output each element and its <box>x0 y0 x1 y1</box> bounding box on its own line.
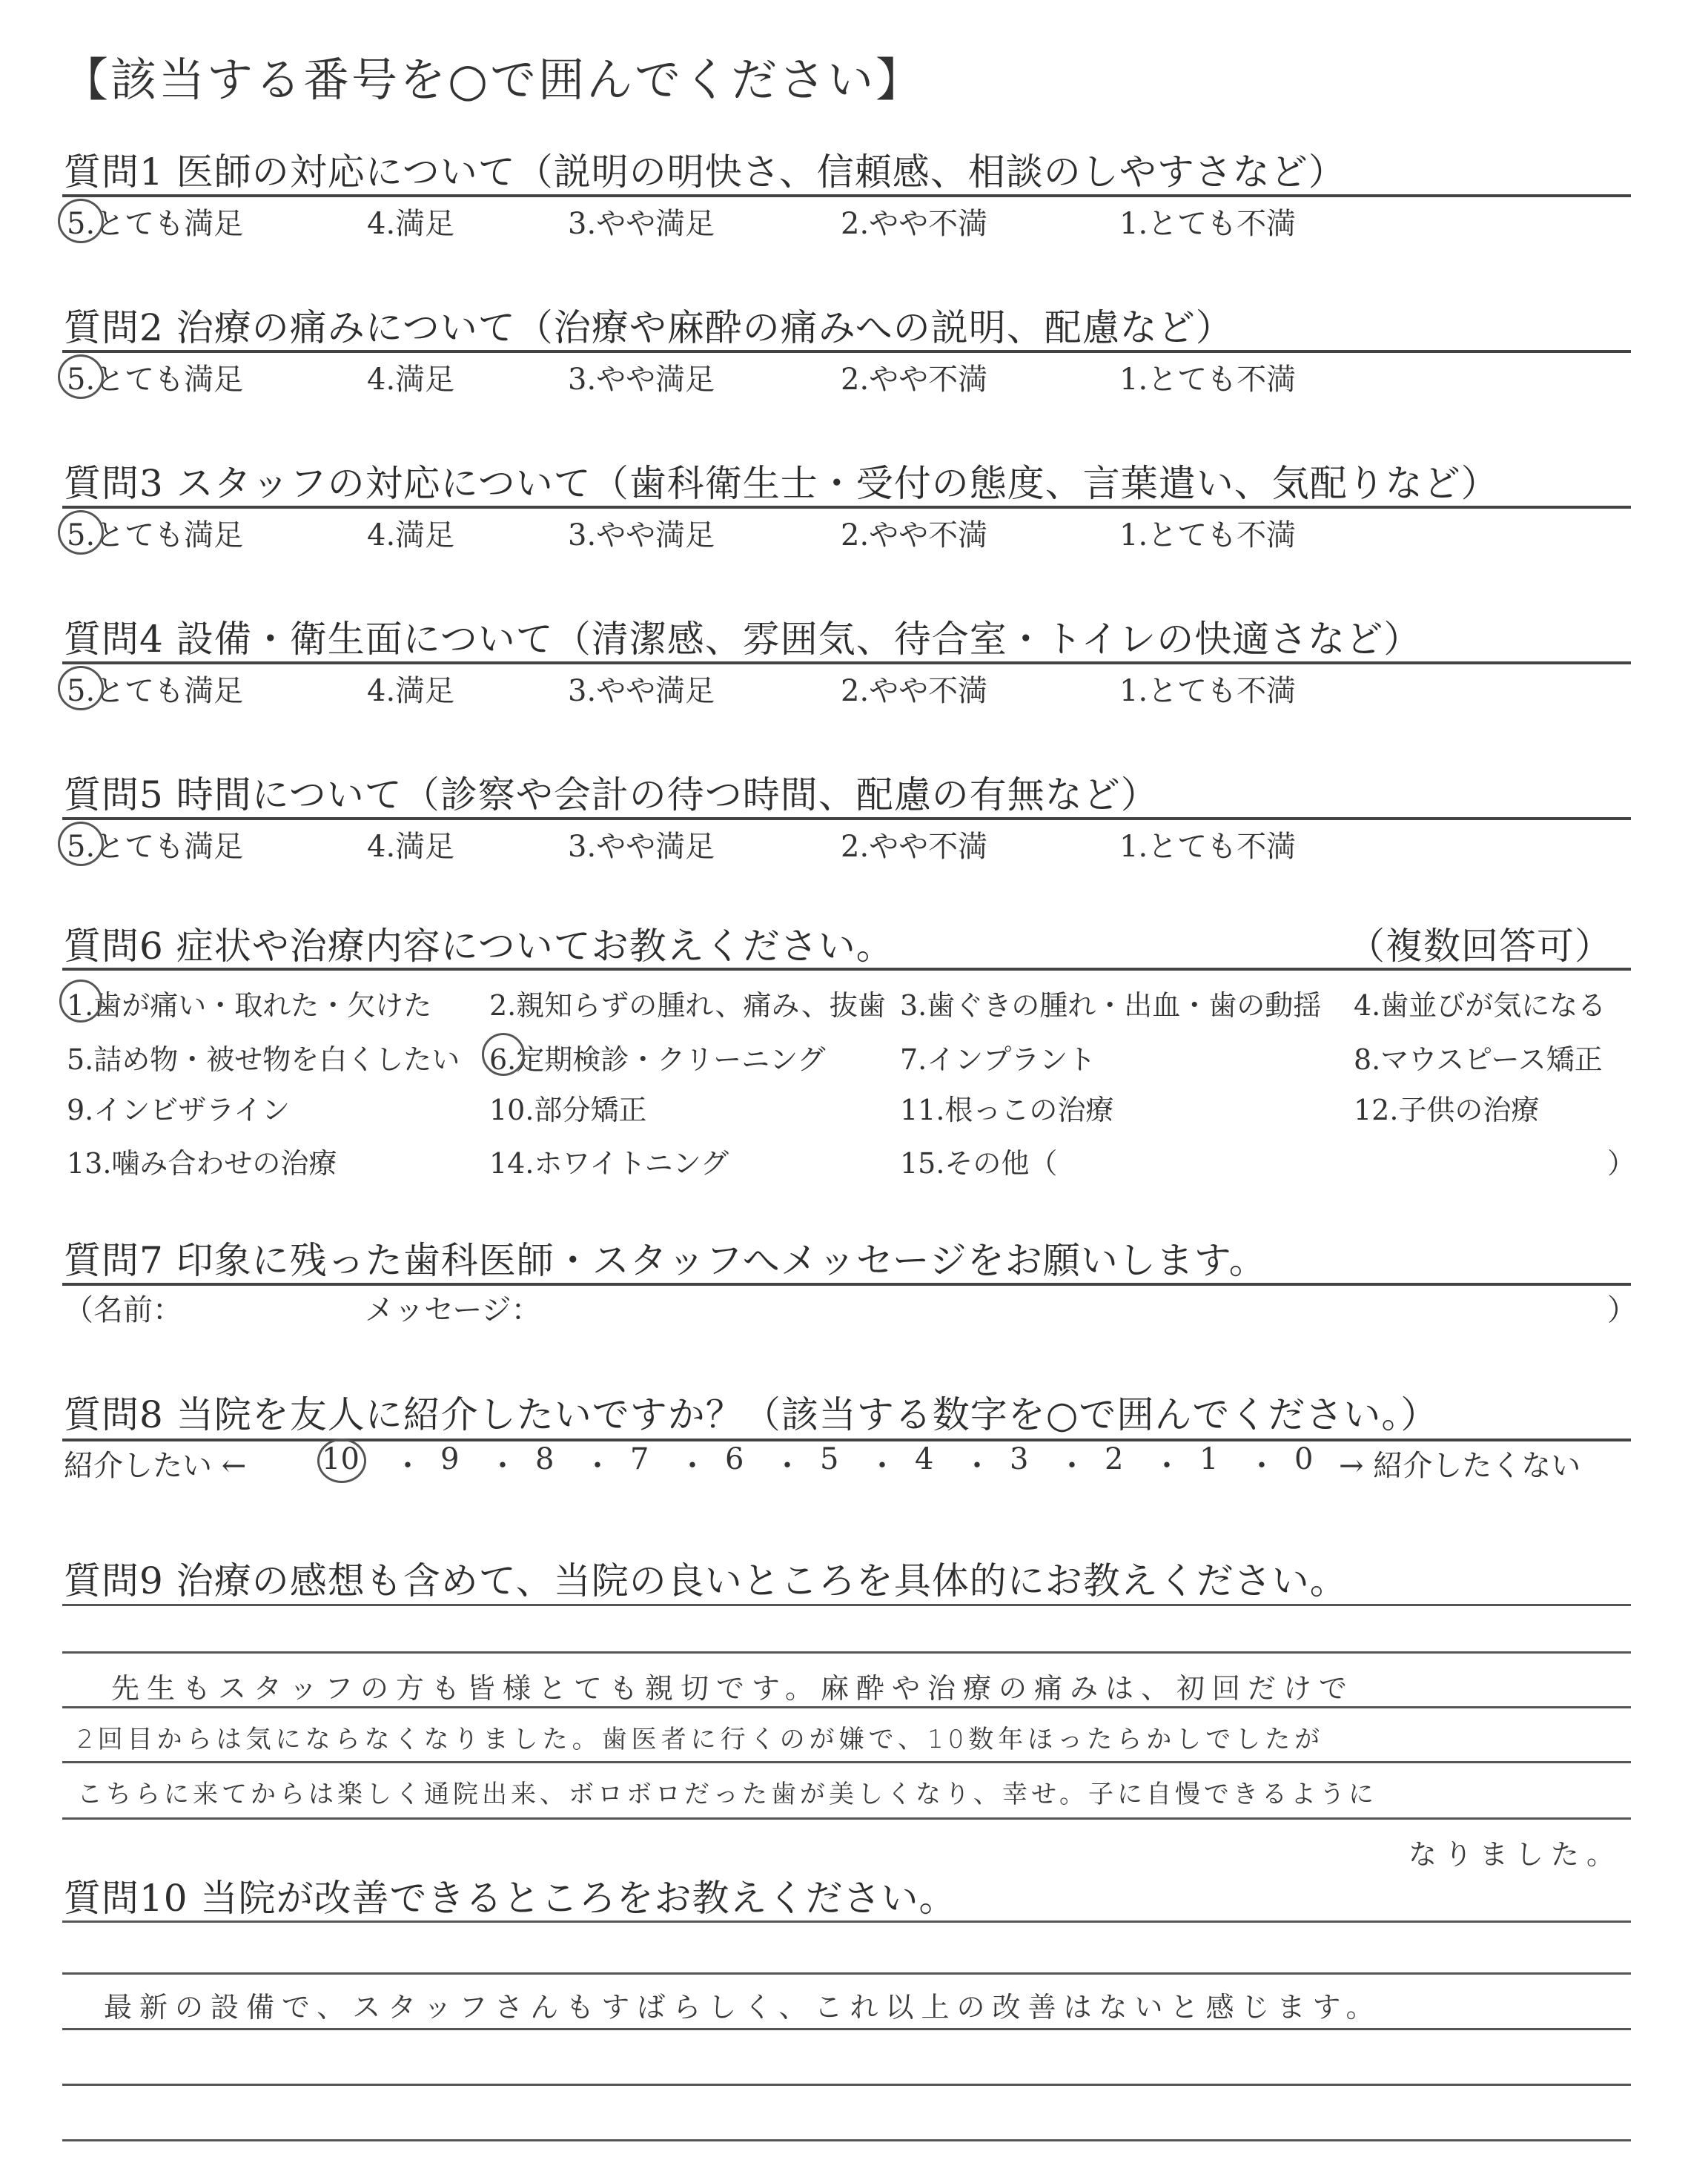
q9-line-5 <box>62 1817 1631 1820</box>
q1-option-5[interactable]: 5.とても満足 <box>67 207 244 241</box>
q1-underline <box>62 194 1631 197</box>
q1-option-4[interactable]: 4.満足 <box>367 207 455 241</box>
q9-line-3 <box>62 1706 1631 1708</box>
q8-scale-8[interactable]: 8 <box>535 1442 555 1476</box>
q7-message-label: メッセージ： <box>365 1293 541 1327</box>
q2-option-4[interactable]: 4.満足 <box>367 363 455 397</box>
q7-close-paren: ） <box>1607 1293 1637 1327</box>
q4-option-2[interactable]: 2.やや不満 <box>841 674 988 708</box>
q1-title: 質問1 医師の対応について（説明の明快さ、信頼感、相談のしやすさなど） <box>64 151 1346 194</box>
q8-scale-7[interactable]: 7 <box>630 1442 649 1476</box>
q8-scale-0[interactable]: 0 <box>1294 1442 1314 1476</box>
q8-scale-9[interactable]: 9 <box>440 1442 460 1476</box>
q3-option-3[interactable]: 3.やや満足 <box>568 518 715 552</box>
q5-selection-circle <box>58 822 104 866</box>
q6-option-5[interactable]: 5.詰め物・被せ物を白くしたい <box>67 1043 460 1076</box>
q9-answer-line-3: こちらに来てからは楽しく通院出来、ボロボロだった歯が美しくなり、幸せ。子に自慢できるように <box>77 1780 1377 1809</box>
q10-line-5 <box>62 2139 1631 2141</box>
q3-title: 質問3 スタッフの対応について（歯科衛生士・受付の態度、言葉遣い、気配りなど） <box>64 462 1499 505</box>
q8-scale-separator: ・ <box>488 1449 517 1483</box>
q2-title: 質問2 治療の痛みについて（治療や麻酔の痛みへの説明、配慮など） <box>64 306 1234 349</box>
q4-option-4[interactable]: 4.満足 <box>367 674 455 708</box>
q8-scale-separator: ・ <box>867 1449 897 1483</box>
q9-line-2 <box>62 1651 1631 1654</box>
q3-option-4[interactable]: 4.満足 <box>367 518 455 552</box>
q6-title: 質問6 症状や治療内容についてお教えください。 <box>64 925 894 968</box>
q6-option-9[interactable]: 9.インビザライン <box>67 1094 291 1126</box>
q8-scale-separator: ・ <box>393 1449 423 1483</box>
q10-title: 質問10 当院が改善できるところをお教えください。 <box>64 1877 957 1920</box>
q1-option-3[interactable]: 3.やや満足 <box>568 207 715 241</box>
q8-scale-separator: ・ <box>583 1449 612 1483</box>
q6-option-12[interactable]: 12.子供の治療 <box>1354 1094 1540 1126</box>
q6-option-15[interactable]: 15.その他（ <box>900 1147 1058 1180</box>
q8-scale-2[interactable]: 2 <box>1105 1442 1124 1476</box>
q8-scale-3[interactable]: 3 <box>1010 1442 1029 1476</box>
q3-underline <box>62 506 1631 509</box>
q6-option-1[interactable]: 1.歯が痛い・取れた・欠けた <box>67 989 432 1022</box>
q8-scale-separator: ・ <box>1057 1449 1087 1483</box>
q8-scale-separator: ・ <box>1247 1449 1277 1483</box>
q5-title: 質問5 時間について（診察や会計の待つ時間、配慮の有無など） <box>64 773 1159 816</box>
form-header: 【該当する番号を○で囲んでください】 <box>62 53 924 107</box>
q9-line-1 <box>62 1604 1631 1606</box>
q8-underline <box>62 1439 1631 1441</box>
q8-selection-circle <box>317 1439 366 1483</box>
q8-scale-6[interactable]: 6 <box>725 1442 744 1476</box>
q8-scale-separator: ・ <box>1152 1449 1182 1483</box>
q8-right-label: → 紹介したくない <box>1339 1449 1581 1483</box>
q8-scale-separator: ・ <box>772 1449 802 1483</box>
q2-option-1[interactable]: 1.とても不満 <box>1119 363 1297 397</box>
q6-option-2[interactable]: 2.親知らずの腫れ、痛み、抜歯 <box>489 989 886 1022</box>
q1-option-2[interactable]: 2.やや不満 <box>841 207 988 241</box>
q2-option-5[interactable]: 5.とても満足 <box>67 363 244 397</box>
q5-option-5[interactable]: 5.とても満足 <box>67 830 244 864</box>
q6-option-6[interactable]: 6.定期検診・クリーニング <box>489 1043 826 1076</box>
q8-scale-5[interactable]: 5 <box>820 1442 839 1476</box>
q5-option-4[interactable]: 4.満足 <box>367 830 455 864</box>
q10-line-4 <box>62 2084 1631 2086</box>
q4-option-3[interactable]: 3.やや満足 <box>568 674 715 708</box>
q3-option-5[interactable]: 5.とても満足 <box>67 518 244 552</box>
q4-selection-circle <box>58 666 104 710</box>
q8-scale-separator: ・ <box>678 1449 707 1483</box>
q4-title: 質問4 設備・衛生面について（清潔感、雰囲気、待合室・トイレの快適さなど） <box>64 618 1422 661</box>
q6-multiple-note: （複数回答可） <box>1348 925 1612 968</box>
q7-title: 質問7 印象に残った歯科医師・スタッフへメッセージをお願いします。 <box>64 1239 1267 1282</box>
q8-scale-separator: ・ <box>962 1449 992 1483</box>
q9-line-4 <box>62 1761 1631 1763</box>
q2-option-2[interactable]: 2.やや不満 <box>841 363 988 397</box>
q2-selection-circle <box>58 354 104 399</box>
q6-option-13[interactable]: 13.噛み合わせの治療 <box>67 1147 337 1180</box>
q9-title: 質問9 治療の感想も含めて、当院の良いところを具体的にお教えください。 <box>64 1559 1348 1602</box>
q6-underline <box>62 968 1631 971</box>
q3-selection-circle <box>58 510 104 555</box>
q3-option-1[interactable]: 1.とても不満 <box>1119 518 1297 552</box>
q3-option-2[interactable]: 2.やや不満 <box>841 518 988 552</box>
q6-option-4[interactable]: 4.歯並びが気になる <box>1354 989 1606 1022</box>
q10-line-1 <box>62 1920 1631 1923</box>
q6-option-8[interactable]: 8.マウスピース矯正 <box>1354 1043 1603 1076</box>
q6-option-3[interactable]: 3.歯ぐきの腫れ・出血・歯の動揺 <box>900 989 1322 1022</box>
q5-option-3[interactable]: 3.やや満足 <box>568 830 715 864</box>
q6-option-11[interactable]: 11.根っこの治療 <box>900 1094 1114 1126</box>
q10-line-2 <box>62 1972 1631 1975</box>
q7-name-label: （名前： <box>64 1293 182 1327</box>
q8-scale-10[interactable]: 10 <box>322 1442 360 1476</box>
q5-option-2[interactable]: 2.やや不満 <box>841 830 988 864</box>
q10-answer-line-1: 最新の設備で、スタッフさんもすばらしく、これ以上の改善はないと感じます。 <box>104 1991 1382 2024</box>
q2-underline <box>62 350 1631 353</box>
q6-option-7[interactable]: 7.インプラント <box>900 1043 1096 1076</box>
q1-option-1[interactable]: 1.とても不満 <box>1119 207 1297 241</box>
q6-option-15-close: ） <box>1607 1147 1636 1180</box>
q4-option-1[interactable]: 1.とても不満 <box>1119 674 1297 708</box>
q8-left-label: 紹介したい ← <box>64 1449 247 1483</box>
q4-underline <box>62 661 1631 664</box>
q4-option-5[interactable]: 5.とても満足 <box>67 674 244 708</box>
q6-selection-circle-1 <box>59 980 102 1023</box>
q10-line-3 <box>62 2028 1631 2030</box>
q9-answer-line-1: 先生もスタッフの方も皆様とても親切です。麻酔や治療の痛みは、初回だけで <box>111 1672 1354 1705</box>
q5-underline <box>62 817 1631 820</box>
q8-scale-1[interactable]: 1 <box>1199 1442 1219 1476</box>
q2-option-3[interactable]: 3.やや満足 <box>568 363 715 397</box>
q6-option-14[interactable]: 14.ホワイトニング <box>489 1147 729 1180</box>
q6-option-10[interactable]: 10.部分矯正 <box>489 1094 647 1126</box>
q8-scale-4[interactable]: 4 <box>915 1442 934 1476</box>
q7-underline <box>62 1283 1631 1286</box>
q6-selection-circle-6 <box>482 1033 525 1076</box>
q9-answer-line-4: なりました。 <box>1409 1838 1623 1871</box>
q9-answer-line-2: 2回目からは気にならなくなりました。歯医者に行くのが嫌で、10数年ほったらかしでしたが <box>77 1725 1325 1754</box>
q8-title: 質問8 当院を友人に紹介したいですか？（該当する数字を○で囲んでください。） <box>64 1393 1439 1436</box>
q5-option-1[interactable]: 1.とても不満 <box>1119 830 1297 864</box>
q1-selection-circle <box>58 199 104 243</box>
